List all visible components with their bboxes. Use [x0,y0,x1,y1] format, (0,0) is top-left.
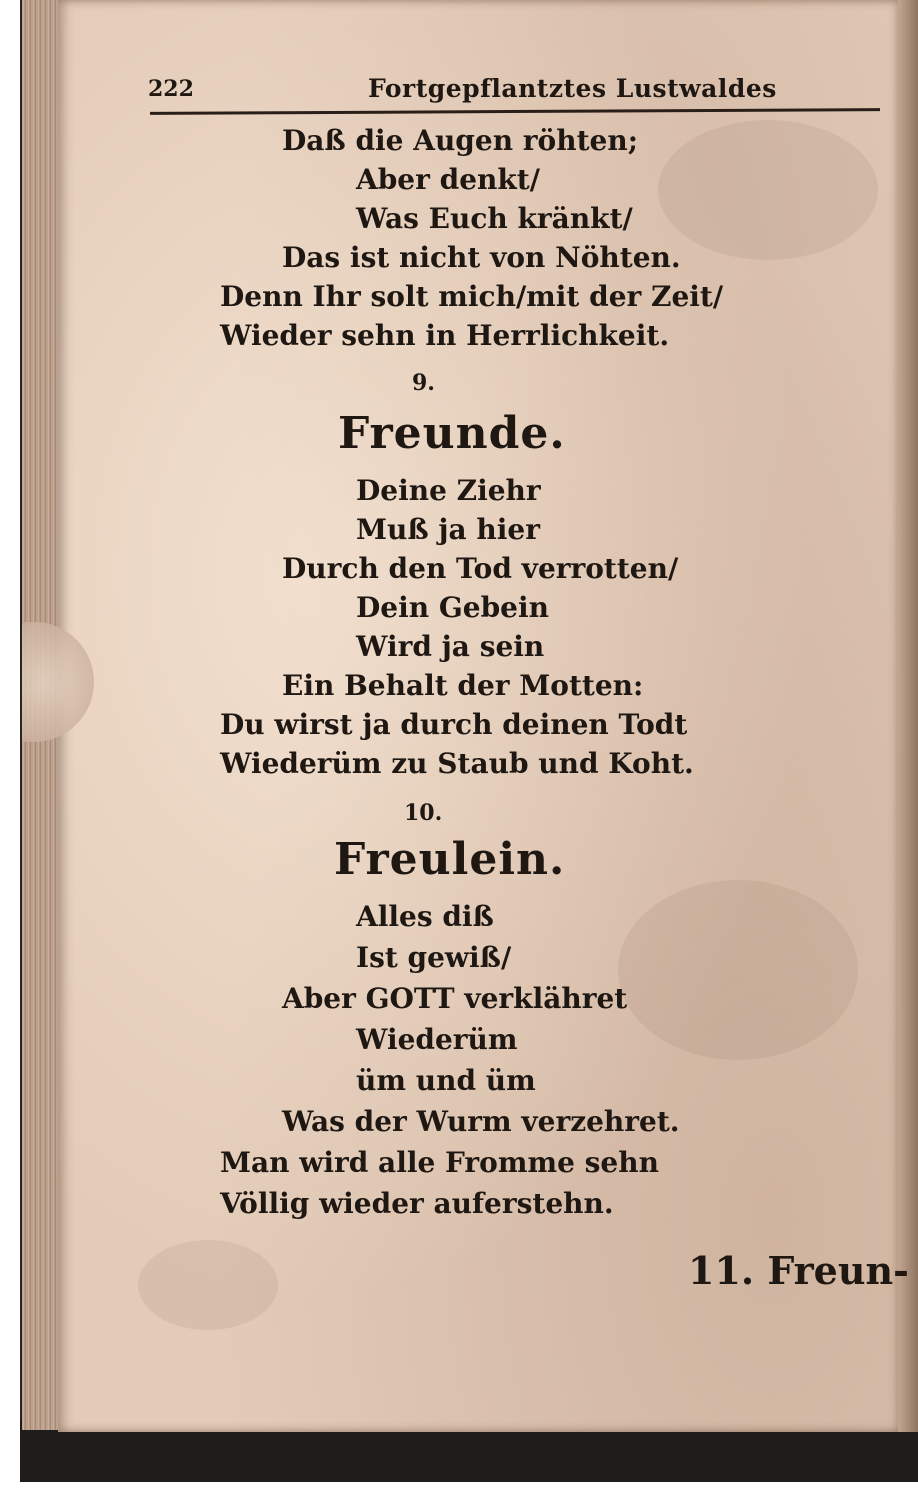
paper-stain [618,880,858,1060]
page-number: 222 [148,76,194,102]
paper-stain [658,120,878,260]
verse-line: üm und üm [356,1064,536,1097]
verse-line: Durch den Tod verrotten/ [282,552,679,585]
verse-line: Daß die Augen röhten; [282,124,639,157]
stanza-number: 10. [404,800,443,826]
verse-line: Was Euch kränkt/ [356,202,633,235]
verse-line: Wird ja sein [356,630,545,663]
verse-line: Alles diß [356,900,494,933]
verse-line: Denn Ihr solt mich/mit der Zeit/ [220,280,724,313]
running-head: Fortgepflantztes Lustwaldes [368,74,777,103]
verse-line: Muß ja hier [356,513,540,546]
verse-line: Aber GOTT verklähret [282,982,628,1015]
stanza-title: Freulein. [334,834,566,885]
verse-line: Du wirst ja durch deinen Todt [220,708,688,741]
verse-line: Wieder sehn in Herrlichkeit. [220,319,670,352]
catchword: 11. Freun- [688,1248,909,1293]
verse-line: Wiederüm [356,1023,518,1056]
verse-line: Was der Wurm verzehret. [282,1105,680,1138]
verse-line: Man wird alle Fromme sehn [220,1146,659,1179]
stanza-number: 9. [412,370,435,396]
verse-line: Dein Gebein [356,591,549,624]
paper-stain [138,1240,278,1330]
verse-line: Ist gewiß/ [356,941,512,974]
verse-line: Wiederüm zu Staub und Koht. [220,747,694,780]
stanza-title: Freunde. [338,408,566,459]
verse-line: Völlig wieder auferstehn. [220,1187,614,1220]
verse-line: Deine Ziehr [356,474,541,507]
verse-line: Ein Behalt der Motten: [282,669,644,702]
verse-line: Das ist nicht von Nöhten. [282,241,681,274]
page-right-edge [898,0,918,1432]
verse-line: Aber denkt/ [356,163,540,196]
